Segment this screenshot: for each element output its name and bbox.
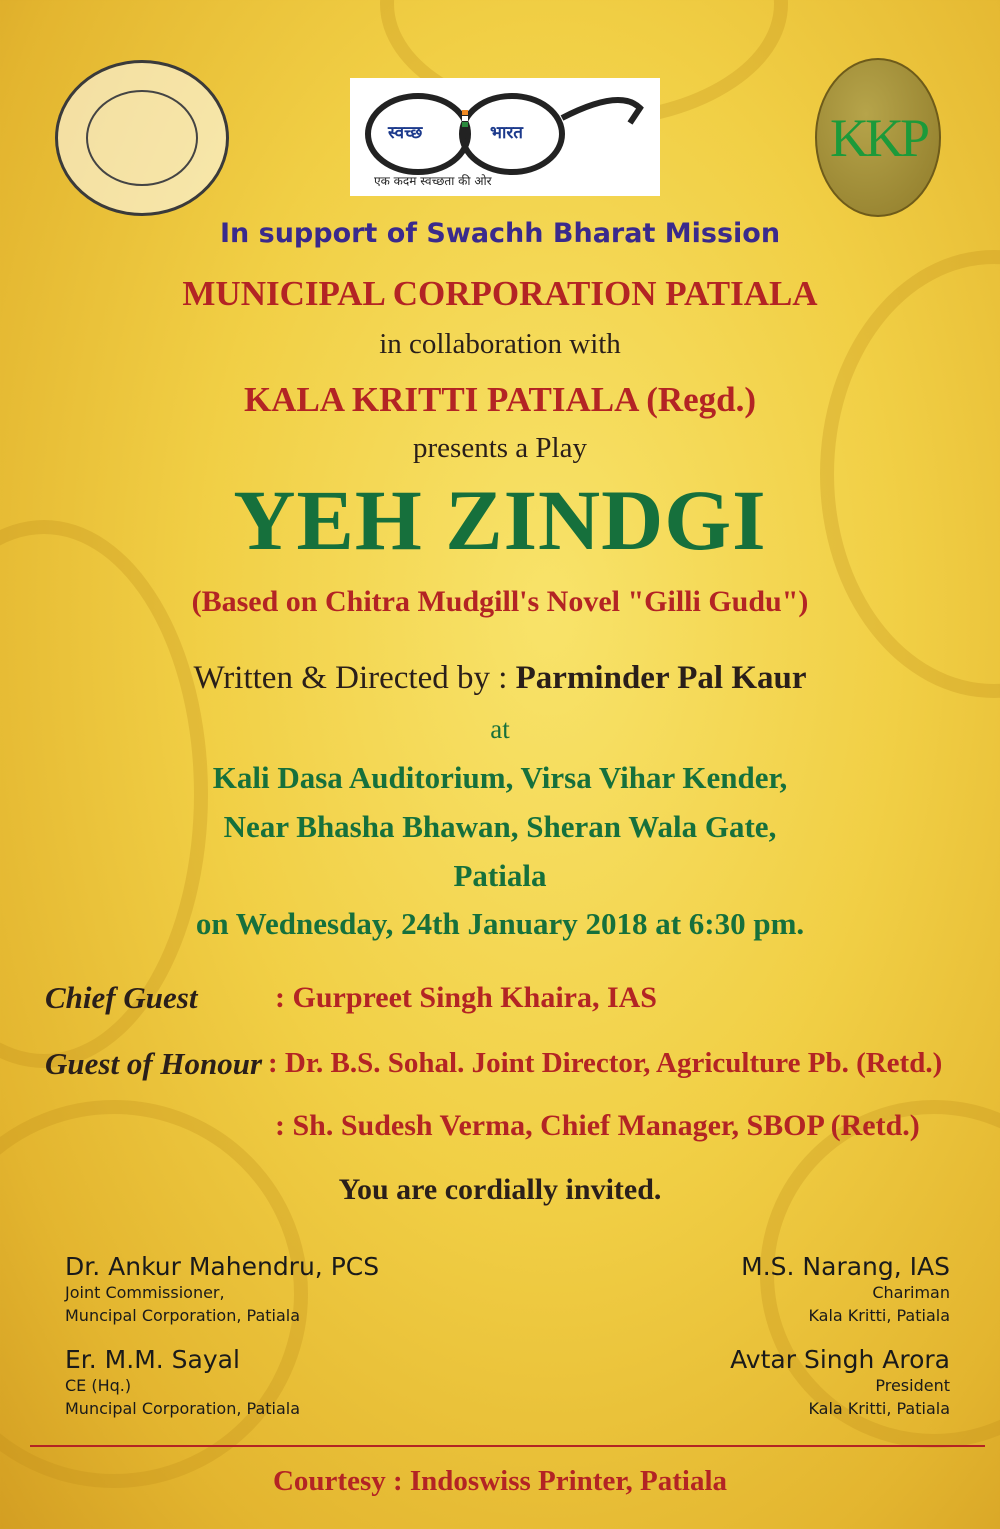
signatory-title: Joint Commissioner, bbox=[65, 1283, 225, 1302]
signatory-name: Avtar Singh Arora bbox=[730, 1345, 950, 1374]
presents-line: presents a Play bbox=[413, 432, 587, 464]
signatory-name: Er. M.M. Sayal bbox=[65, 1345, 240, 1374]
signatory-right-2 bbox=[730, 1345, 950, 1420]
chief-guest-value: : Gurpreet Singh Khaira, IAS bbox=[275, 981, 657, 1014]
swachh-tagline: एक कदम स्वच्छता की ओर bbox=[374, 174, 492, 188]
written-directed-line bbox=[0, 660, 1000, 697]
at-label: at bbox=[490, 714, 510, 744]
signatory-org: Muncipal Corporation, Patiala bbox=[65, 1306, 301, 1325]
signatory-left-2 bbox=[65, 1345, 300, 1420]
seal-emblem bbox=[86, 90, 198, 186]
signatory-org: Kala Kritti, Patiala bbox=[808, 1306, 950, 1325]
organizer-name: MUNICIPAL CORPORATION PATIALA bbox=[182, 274, 818, 313]
venue-line-3: Patiala bbox=[453, 858, 547, 893]
kkp-logo-text: KKP bbox=[829, 107, 927, 168]
event-datetime: on Wednesday, 24th January 2018 at 6:30 pm. bbox=[195, 906, 805, 941]
signatory-org: Kala Kritti, Patiala bbox=[808, 1399, 950, 1418]
partner-name: KALA KRITTI PATIALA (Regd.) bbox=[243, 380, 757, 419]
signatory-name: M.S. Narang, IAS bbox=[741, 1252, 950, 1281]
kkp-logo bbox=[815, 58, 941, 217]
venue-line-1: Kali Dasa Auditorium, Virsa Vihar Kender, bbox=[212, 760, 788, 795]
collaboration-line: in collaboration with bbox=[379, 328, 621, 360]
support-line: In support of Swachh Bharat Mission bbox=[219, 218, 781, 249]
signatory-title: President bbox=[875, 1376, 950, 1395]
venue-line-2: Near Bhasha Bhawan, Sheran Wala Gate, bbox=[223, 809, 777, 844]
invitation-line: You are cordially invited. bbox=[338, 1173, 662, 1206]
bharat-word: भारत bbox=[490, 123, 523, 143]
based-on-line: (Based on Chitra Mudgill's Novel "Gilli Gudu") bbox=[191, 585, 809, 618]
swachh-bharat-logo bbox=[350, 78, 660, 196]
guest-of-honour-value-1: : Dr. B.S. Sohal. Joint Director, Agriculture Pb. (Retd.) bbox=[268, 1047, 943, 1079]
signatory-left-1 bbox=[65, 1252, 379, 1327]
signatory-title: Chariman bbox=[872, 1283, 950, 1302]
municipal-seal-icon bbox=[55, 60, 229, 216]
chief-guest-label: Chief Guest bbox=[45, 980, 198, 1015]
director-name: Parminder Pal Kaur bbox=[515, 660, 807, 696]
swachh-word: स्वच्छ bbox=[388, 123, 423, 143]
signatory-right-1 bbox=[741, 1252, 950, 1327]
written-label: Written & Directed by : bbox=[193, 660, 516, 696]
footer-divider bbox=[30, 1445, 985, 1447]
signatory-title: CE (Hq.) bbox=[65, 1376, 132, 1395]
signatory-name: Dr. Ankur Mahendru, PCS bbox=[65, 1252, 380, 1281]
play-title: YEH ZINDGI bbox=[233, 472, 767, 568]
courtesy-line: Courtesy : Indoswiss Printer, Patiala bbox=[272, 1465, 728, 1497]
guest-of-honour-label: Guest of Honour bbox=[45, 1046, 263, 1081]
signatory-org: Muncipal Corporation, Patiala bbox=[65, 1399, 301, 1418]
guest-of-honour-value-2: : Sh. Sudesh Verma, Chief Manager, SBOP (Retd.) bbox=[275, 1109, 920, 1142]
